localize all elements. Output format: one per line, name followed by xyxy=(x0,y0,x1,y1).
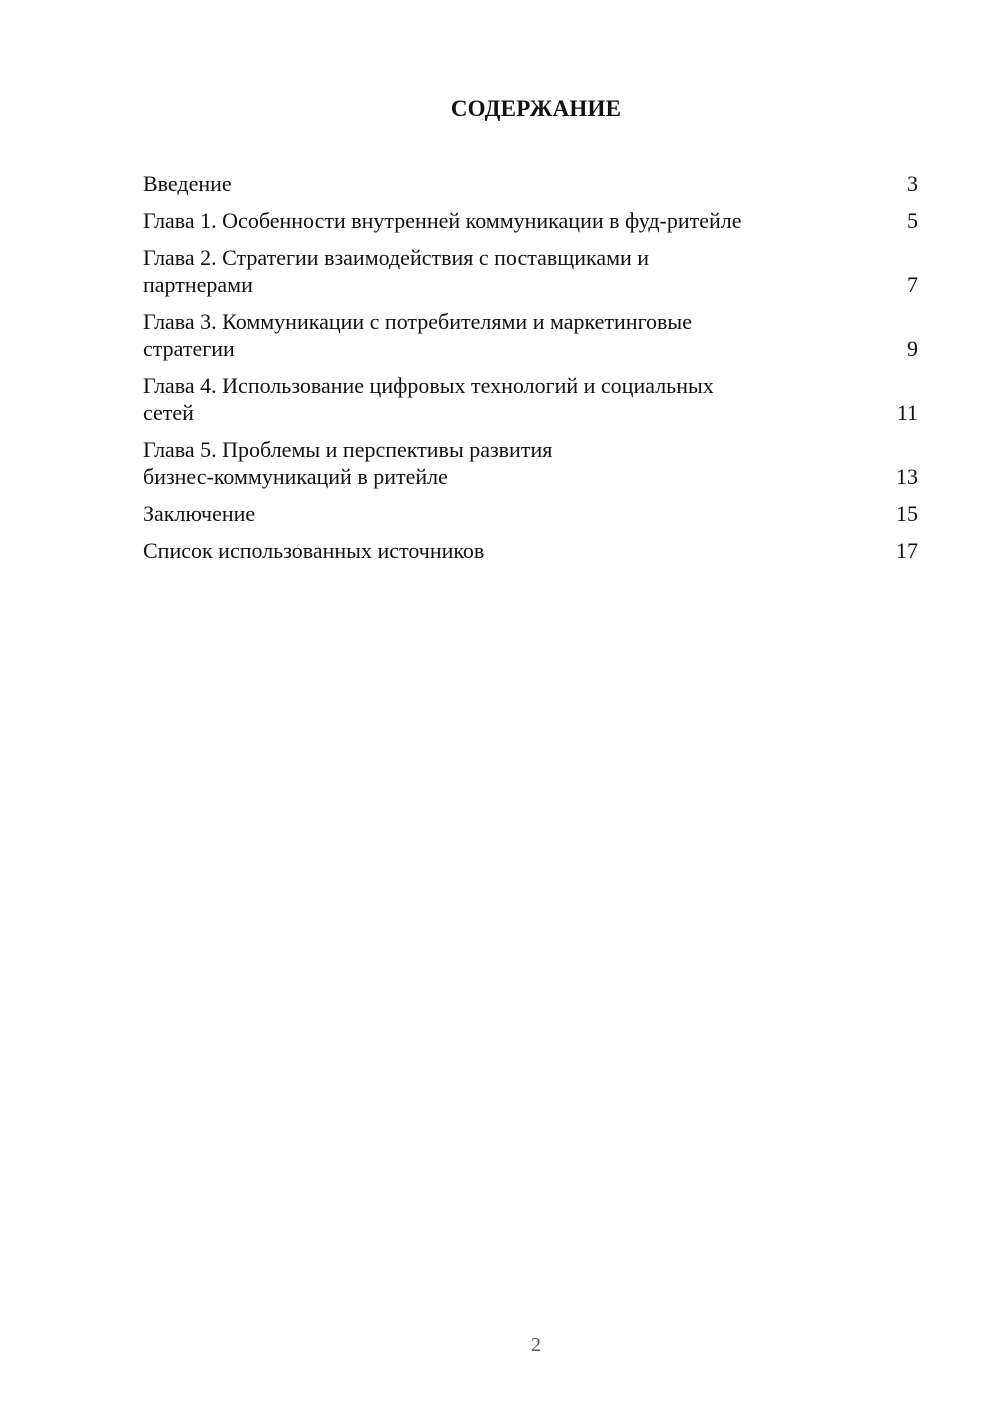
toc-entry-page: 17 xyxy=(896,538,918,563)
toc-entry-chapter-1[interactable] xyxy=(143,207,918,234)
toc-entry-chapter-3[interactable] xyxy=(143,308,918,362)
toc-entry-line: партнерами xyxy=(143,272,253,297)
toc-entry-references[interactable] xyxy=(143,537,918,564)
toc-entry-title xyxy=(143,500,255,527)
toc-entry-chapter-5[interactable] xyxy=(143,436,918,490)
toc-entry-title xyxy=(143,308,692,362)
toc-entry-page: 3 xyxy=(907,171,918,196)
toc-entry-page: 5 xyxy=(907,208,918,233)
toc-entry-line: Список использованных источников xyxy=(143,538,485,563)
toc-entry-title xyxy=(143,244,649,298)
toc-entry-line: Глава 1. Особенности внутренней коммуникации в фуд-ритейле xyxy=(143,208,742,233)
toc-entry-line: Глава 5. Проблемы и перспективы развития xyxy=(143,437,553,462)
toc-entry-introduction[interactable] xyxy=(143,170,918,197)
toc-entry-chapter-4[interactable] xyxy=(143,372,918,426)
page-title: СОДЕРЖАНИЕ xyxy=(450,96,622,121)
toc-entry-line: сетей xyxy=(143,400,194,425)
toc-entry-line: Заключение xyxy=(143,501,256,526)
toc-entry-page: 15 xyxy=(896,501,918,526)
toc-entry-line: Глава 2. Стратегии взаимодействия с поставщиками и xyxy=(143,245,650,270)
toc-entry-line: стратегии xyxy=(143,336,235,361)
table-of-contents xyxy=(143,170,918,574)
toc-entry-page: 13 xyxy=(896,464,918,489)
toc-entry-line: Глава 3. Коммуникации с потребителями и маркетинговые xyxy=(143,309,692,334)
toc-entry-page: 9 xyxy=(907,336,918,361)
toc-entry-line: Введение xyxy=(143,171,232,196)
toc-entry-title xyxy=(143,537,484,564)
toc-entry-title xyxy=(143,372,714,426)
page-number: 2 xyxy=(531,1334,541,1356)
toc-entry-line: Глава 4. Использование цифровых технологий и социальных xyxy=(143,373,714,398)
toc-entry-title xyxy=(143,170,232,197)
toc-entry-page: 7 xyxy=(907,272,918,297)
toc-entry-line: бизнес-коммуникаций в ритейле xyxy=(143,464,448,489)
toc-entry-chapter-2[interactable] xyxy=(143,244,918,298)
toc-entry-page: 11 xyxy=(896,400,918,425)
toc-entry-conclusion[interactable] xyxy=(143,500,918,527)
toc-entry-title xyxy=(143,436,552,490)
toc-entry-title xyxy=(143,207,742,234)
